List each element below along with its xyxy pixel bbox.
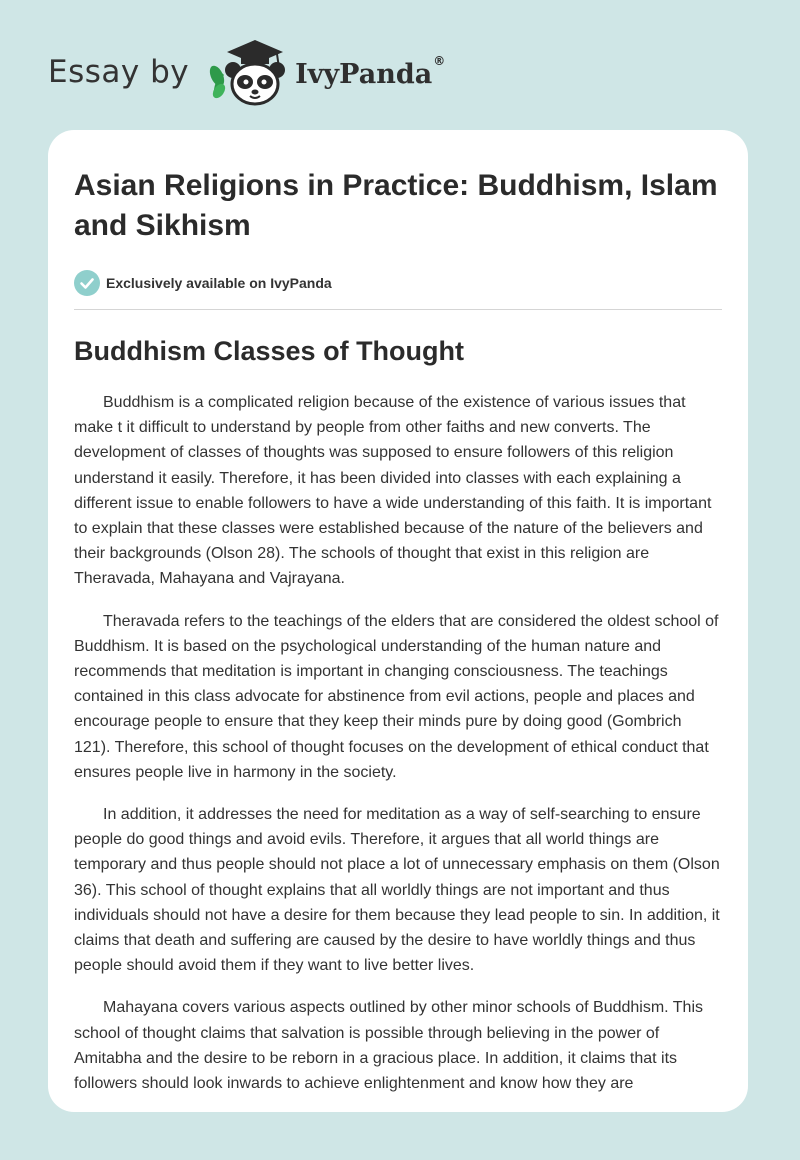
brand-name (295, 53, 446, 90)
divider (74, 309, 722, 310)
paragraph: Mahayana covers various aspects outlined by other minor schools of Buddhism. This school of thought claims that salvation is possible through believing in the power of Amitabha and the desire to be reborn in a gracious place. In addition, it claims that its followers should look inwards to achieve enlightenment and know how they are (74, 999, 704, 1093)
exclusive-badge (74, 270, 722, 296)
page-title: Asian Religions in Practice: Buddhism, Islam and Sikhism (74, 169, 718, 242)
brand-name-text: IvyPanda (295, 58, 433, 90)
brand-prefix: Essay by (48, 53, 190, 90)
panda-graduate-icon (205, 36, 289, 108)
paragraph: In addition, it addresses the need for meditation as a way of self-searching to ensure people do good things and avoid evils. Therefore, it argues that all world things are temporary and thus people should not place a lot of unnecessary emphasis on them (Olson 36). This school of thought explains that all worldly things are not important and thus individuals should not have a desire for them because they lead people to sin. In addition, it claims that death and suffering are caused by the desire to have worldly things and thus people should avoid them if they want to live better lives. (74, 806, 720, 975)
paragraph: Buddhism is a complicated religion because of the existence of various issues that make t it difficult to understand by people from other faiths and new converts. The development of classes of thoughts was supposed to ensure followers of this religion understand it easily. Therefore, it has been divided into classes with each explaining a different issue to enable followers to have a wide understanding of this faith. It is important to explain that these classes were established because of the nature of the believers and their backgrounds (Olson 28). The schools of thought that exist in this religion are Theravada, Mahayana and Vajrayana. (74, 394, 712, 588)
check-circle-icon (74, 270, 100, 296)
section-heading: Buddhism Classes of Thought (74, 336, 465, 366)
brand-header[interactable] (48, 36, 445, 108)
badge-label: Exclusively available on IvyPanda (106, 275, 332, 291)
registered-mark: ® (433, 53, 446, 68)
paragraph: Theravada refers to the teachings of the elders that are considered the oldest school of Buddhism. It is based on the psychological understanding of the human nature and recommends that meditation is important in changing consciousness. The teachings contained in this class advocate for abstinence from evil actions, people and places and encourage people to ensure that they keep their minds pure by doing good (Gombrich 121). Therefore, this school of thought focuses on the development of ethical conduct that ensures people live in harmony in the society. (74, 612, 719, 781)
essay-content (74, 166, 722, 1096)
essay-card (48, 130, 748, 1112)
